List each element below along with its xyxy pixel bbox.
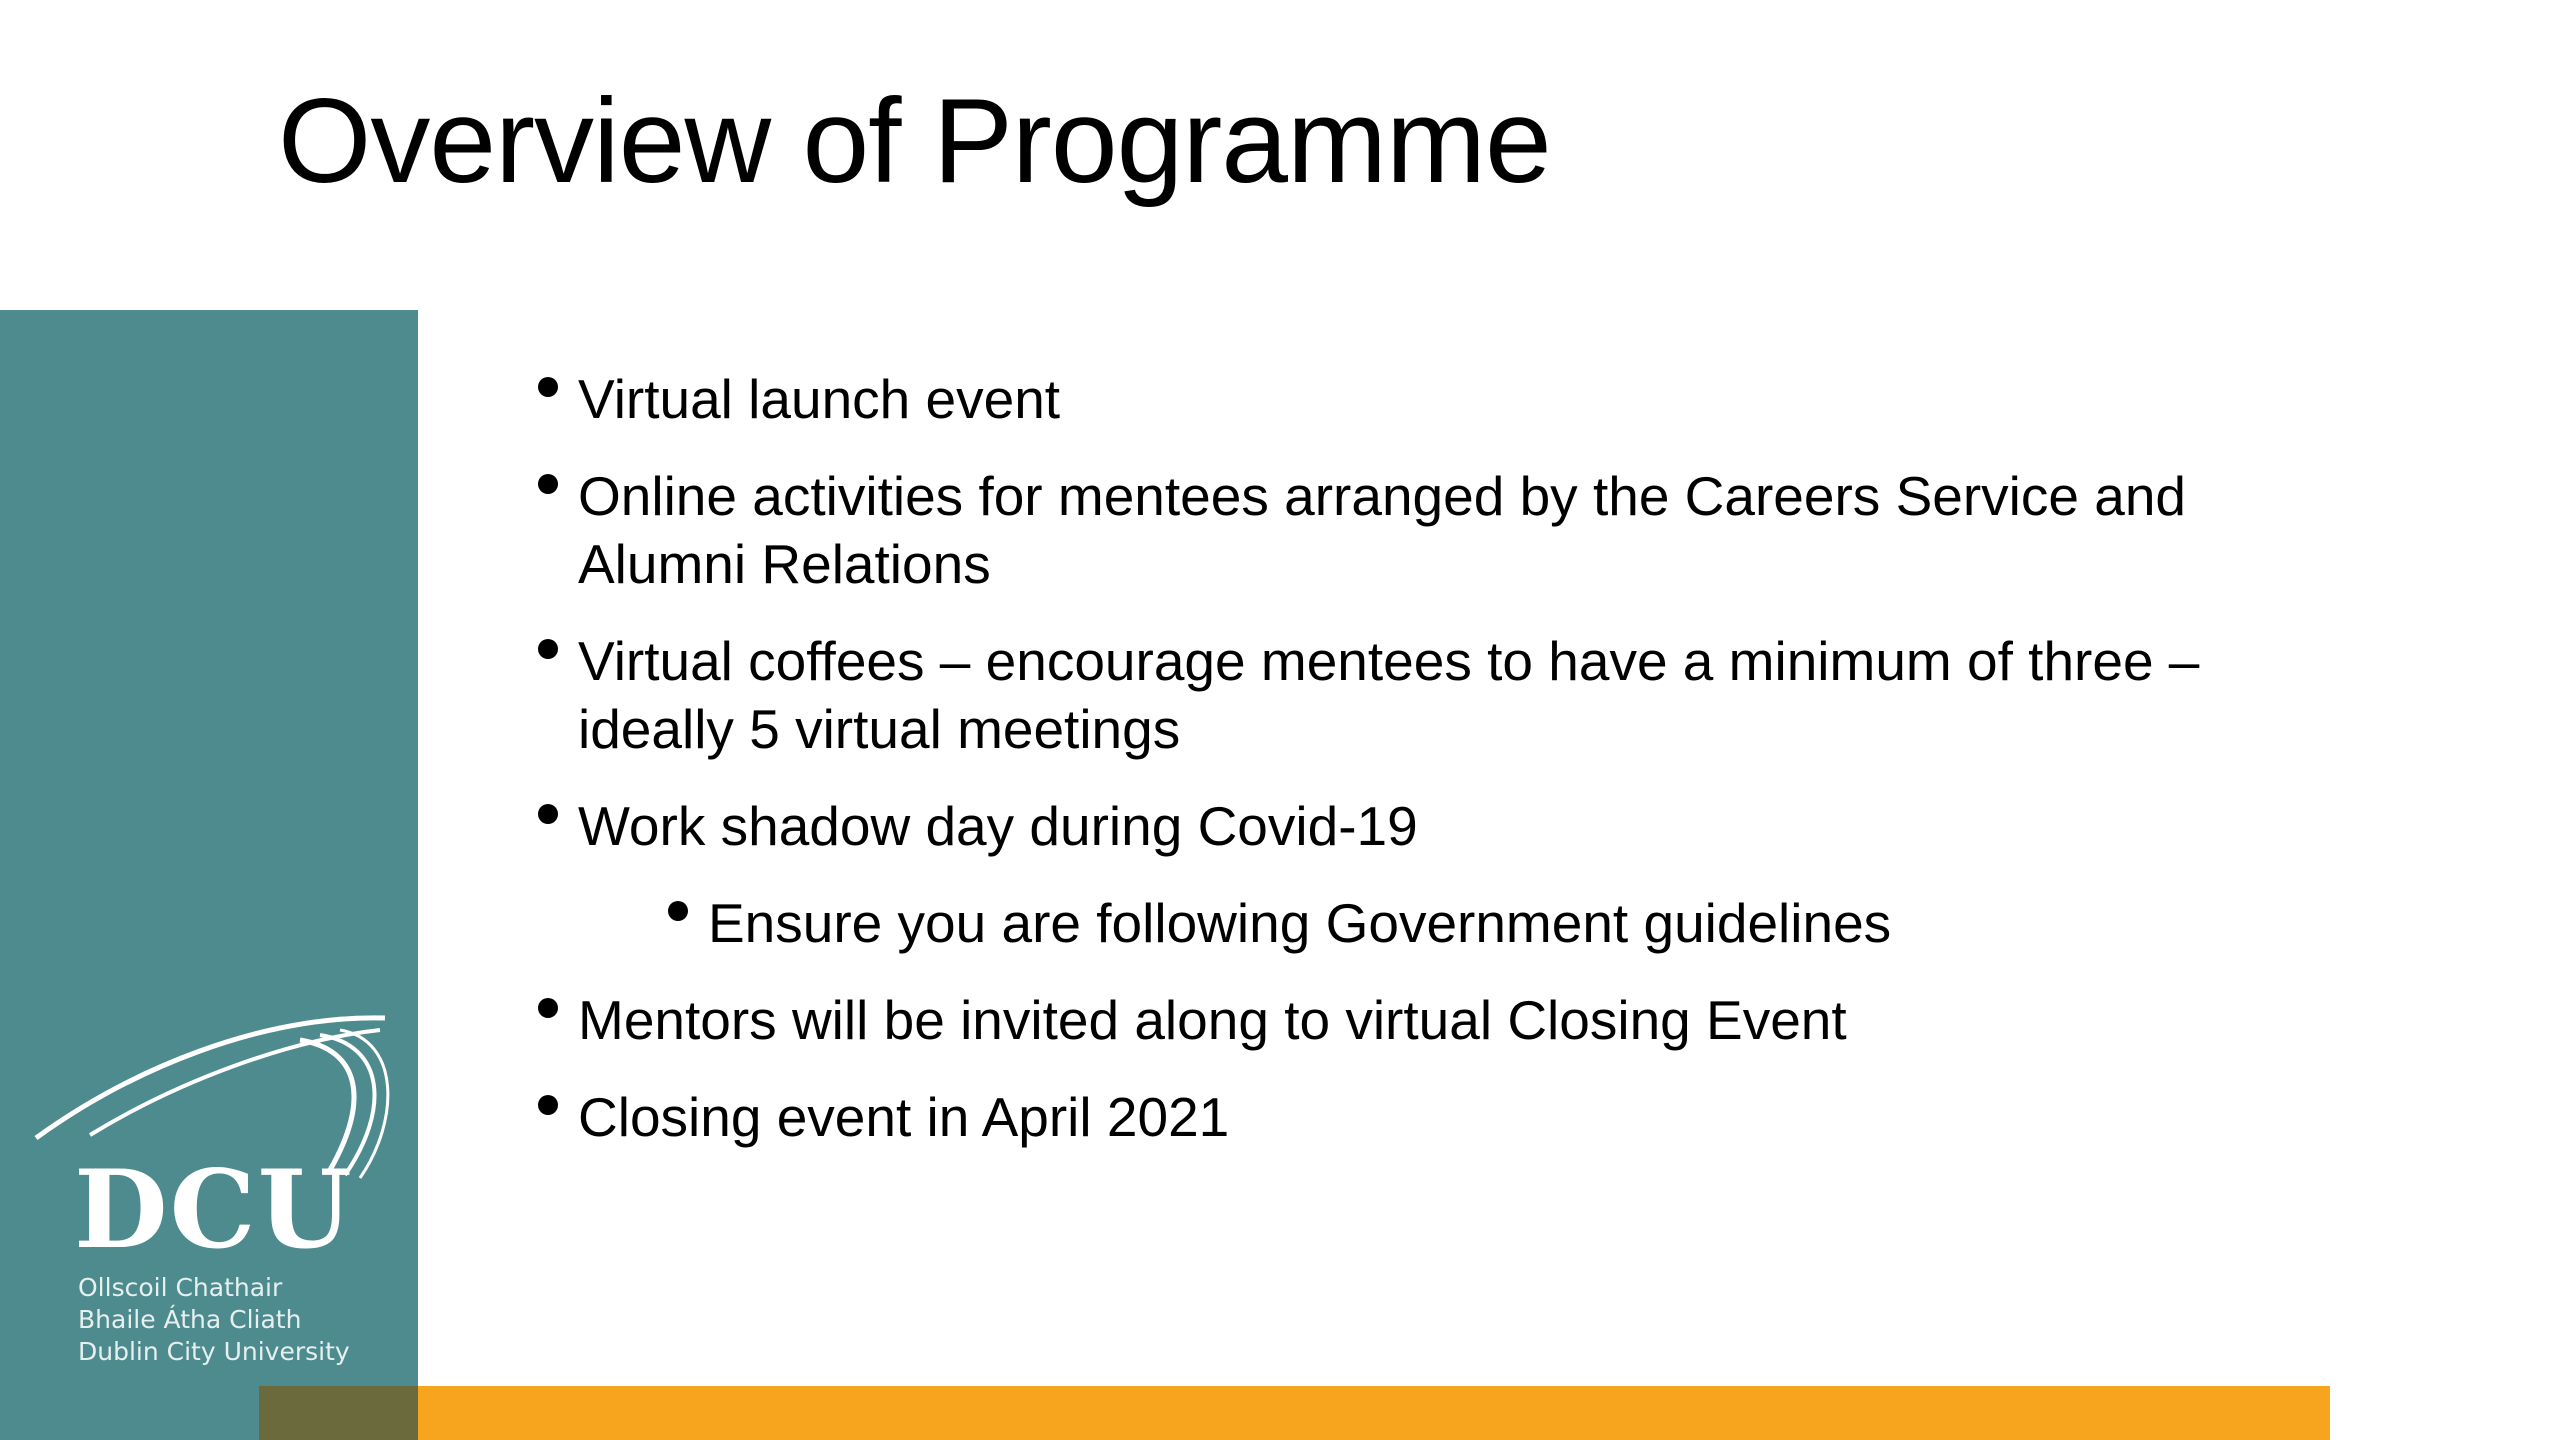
- sub-bullet-item: Ensure you are following Government guidelines: [660, 889, 2350, 957]
- logo-line-irish-1: Ollscoil Chathair: [78, 1273, 283, 1302]
- bullet-item: Virtual launch event: [530, 365, 2350, 433]
- logo-line-english: Dublin City University: [78, 1337, 350, 1366]
- bottom-bar-overlap: [259, 1386, 418, 1440]
- bullet-item: Mentors will be invited along to virtual Closing Event: [530, 986, 2350, 1054]
- slide-title: Overview of Programme: [278, 74, 1551, 208]
- dcu-logo: [0, 1000, 418, 1380]
- logo-line-irish-2: Bhaile Átha Cliath: [78, 1305, 302, 1334]
- bullet-item: Online activities for mentees arranged by the Careers Service and Alumni Relations: [530, 462, 2350, 598]
- bullet-item: Virtual coffees – encourage mentees to have a minimum of three – ideally 5 virtual meetings: [530, 627, 2350, 763]
- bullet-item: Work shadow day during Covid-19: [530, 792, 2350, 860]
- bullet-item: Closing event in April 2021: [530, 1083, 2350, 1151]
- bottom-accent-bar: [418, 1386, 2330, 1440]
- logo-wordmark: DCU: [74, 1147, 354, 1273]
- bullet-list: [530, 365, 2350, 1180]
